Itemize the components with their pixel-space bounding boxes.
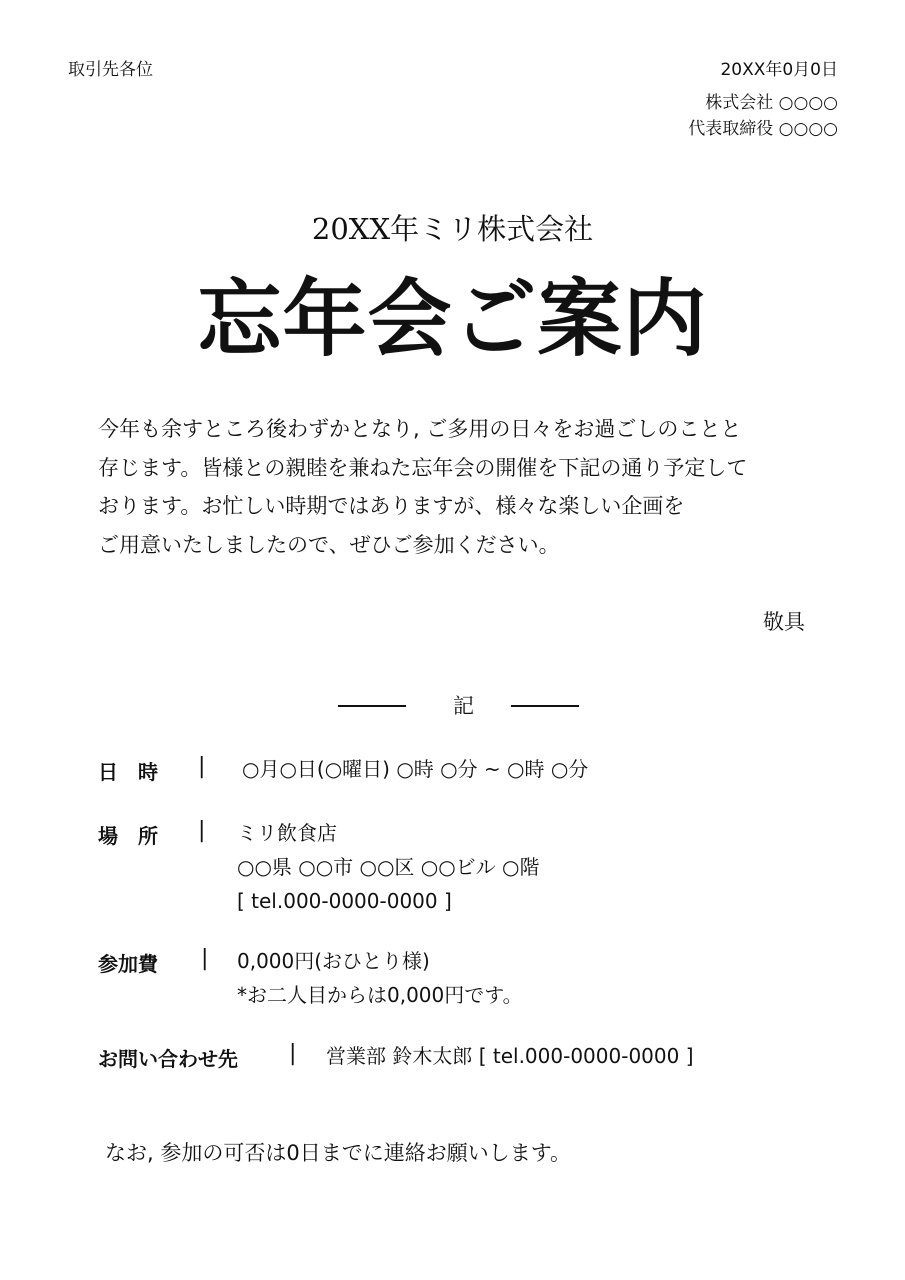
recipient-text: 取引先各位 bbox=[68, 60, 153, 80]
place-phone: [ tel.000-0000-0000 ] bbox=[237, 889, 452, 913]
place-label: 場 所 bbox=[98, 824, 158, 848]
document-date: 20XX年0月0日 bbox=[720, 60, 838, 80]
fee-label: 参加費 bbox=[98, 952, 158, 976]
ki-label: 記 bbox=[453, 694, 474, 718]
body-line: ご用意いたしましたので、ぜひご参加ください。 bbox=[98, 532, 560, 557]
fee-value bbox=[237, 944, 523, 1012]
divider-line-right bbox=[511, 705, 579, 707]
body-line: おります。お忙しい時期ではありますが、様々な楽しい企画を bbox=[98, 494, 685, 518]
datetime-value: ○月○日(○曜日) ○時 ○分 ~ ○時 ○分 bbox=[242, 757, 589, 781]
place-name: ミリ飲食店 bbox=[237, 821, 337, 845]
datetime-label: 日 時 bbox=[98, 760, 158, 784]
document-title: 忘年会ご案内 bbox=[197, 269, 708, 368]
sender-company: 株式会社 ○○○○ bbox=[705, 93, 838, 113]
place-separator: | bbox=[198, 818, 206, 843]
sender-block bbox=[688, 90, 838, 142]
datetime-separator: | bbox=[198, 754, 206, 779]
contact-value: 営業部 鈴木太郎 [ tel.000-0000-0000 ] bbox=[326, 1044, 694, 1068]
fee-separator: | bbox=[201, 946, 209, 971]
body-line: 存じます。皆様との親睦を兼ねた忘年会の開催を下記の通り予定して bbox=[98, 455, 748, 480]
place-address: ○○県 ○○市 ○○区 ○○ビル ○階 bbox=[237, 855, 540, 879]
fee-amount: 0,000円(おひとり様) bbox=[237, 949, 430, 973]
document-subtitle: 20XX年ミリ株式会社 bbox=[311, 212, 594, 246]
contact-separator: | bbox=[289, 1041, 297, 1066]
sender-representative: 代表取締役 ○○○○ bbox=[688, 119, 838, 139]
body-paragraph bbox=[98, 410, 747, 564]
divider-line-left bbox=[338, 705, 406, 707]
closing-text: 敬具 bbox=[763, 610, 805, 634]
body-line: 今年も余すところ後わずかとなり, ご多用の日々をお過ごしのことと bbox=[98, 417, 742, 441]
footer-note: なお, 参加の可否は0日までに連絡お願いします。 bbox=[105, 1141, 572, 1165]
place-value bbox=[237, 816, 540, 918]
ki-heading bbox=[0, 690, 905, 720]
fee-note: *お二人目からは0,000円です。 bbox=[237, 983, 523, 1007]
contact-label: お問い合わせ先 bbox=[98, 1047, 238, 1071]
